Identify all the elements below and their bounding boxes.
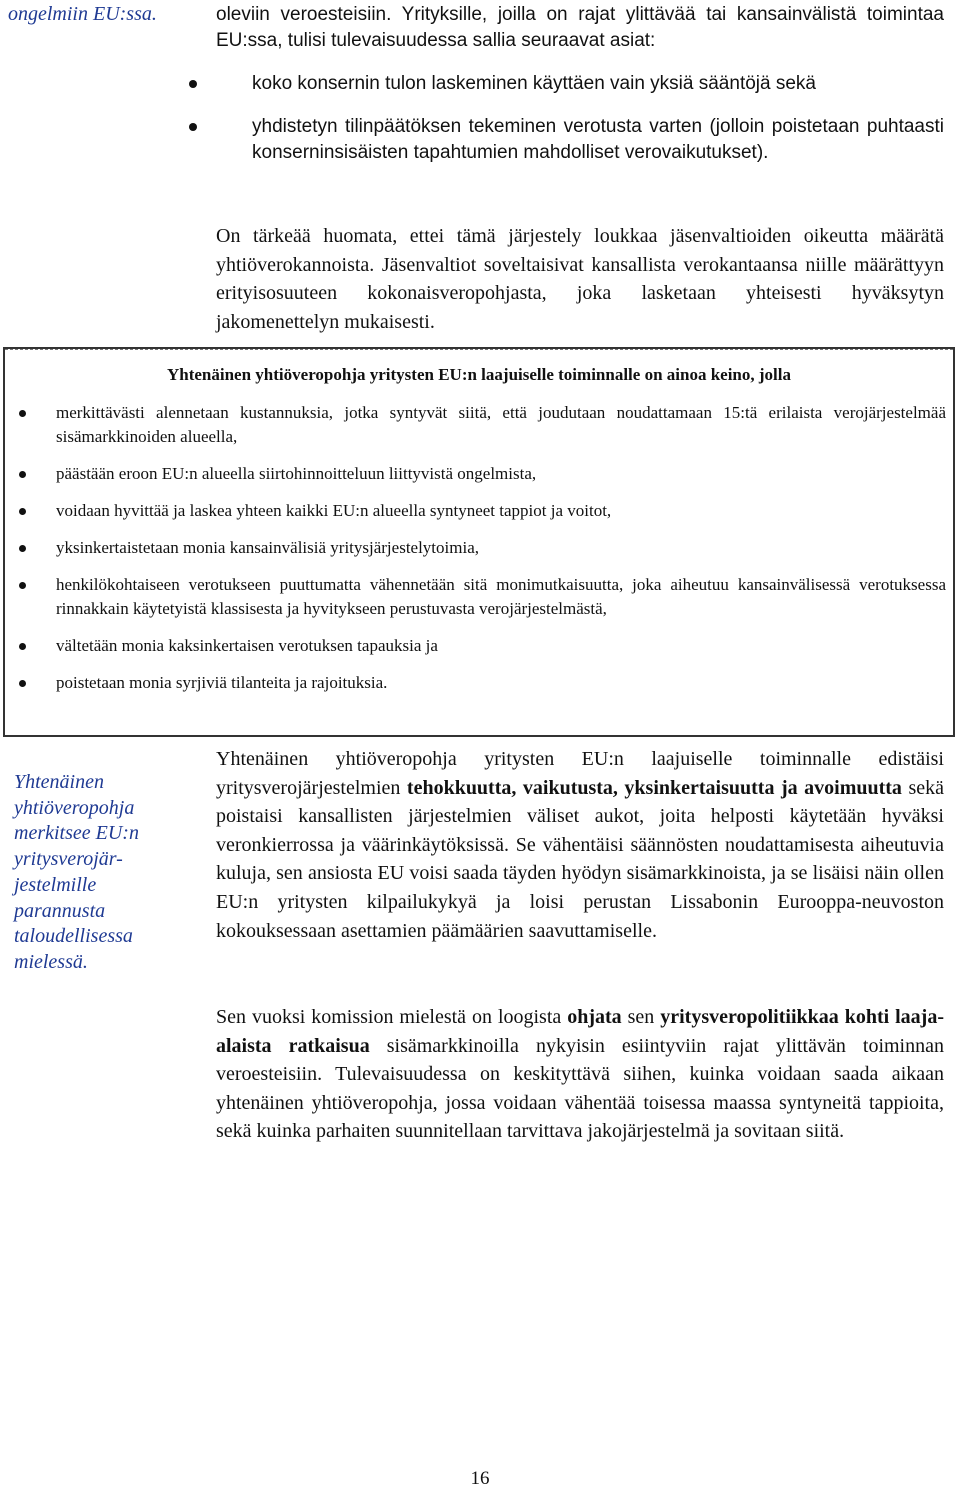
bullet-icon xyxy=(19,582,26,589)
page-number: 16 xyxy=(470,1468,490,1489)
bullet-icon xyxy=(19,643,26,650)
emphasis-text: tehokkuutta, vaikutusta, yksinkertaisuutta ja avoimuutta xyxy=(406,776,902,799)
intro-section xyxy=(216,2,944,166)
intro-bullet: yhdistetyn tilinpäätöksen tekeminen verotusta varten (jolloin poistetaan puhtaasti konserninsisäisten tapahtumien mahdolliset verovaikutukset). xyxy=(216,114,944,166)
box-title: Yhtenäinen yhtiöveropohja yritysten EU:n laajuiselle toiminnalle on ainoa keino, jolla xyxy=(166,365,791,384)
box-list-item: poistetaan monia syrjiviä tilanteita ja rajoituksia. xyxy=(56,671,946,695)
bullet-icon xyxy=(189,123,197,131)
margin-note-side: Yhtenäinen yhtiöveropohja merkitsee EU:n yritysverojär-jestelmille parannusta taloudellisessa mielessä. xyxy=(14,771,139,973)
box-list-item: henkilökohtaiseen verotukseen puuttumatta vähennetään sitä monimutkaisuutta, joka aiheutuu kansainvälisessä verotuksessa rinnakkain käytetyistä klassisesta ja hyvitykseen perustuvasta verojärjestelmästä, xyxy=(56,573,946,621)
benefits-paragraph: Yhtenäinen yhtiöveropohja yritysten EU:n laajuiselle toiminnalle edistäisi yritysverojärjestelmien tehokkuutta, vaikutusta, yksinkertaisuutta ja avoimuutta sekä poistaisi kansallisten järjestelmien väliset aukot, joita helposti käytetään hyväksi veronkierrossa ja väärinkäytöksissä. Se vähentäisi säännösten noudattamisesta aiheutuvia kuluja, sen ansiosta EU voisi saada täyden hyödyn sisämarkkinoista, ja se lisäisi näin ollen EU:n yritysten kilpailukykyä ja loisi perustan Lissabonin Eurooppa-neuvoston kokouksessaan asettamien päämäärien saavuttamiselle. xyxy=(216,748,944,942)
bullet-icon xyxy=(19,545,26,552)
bullet-icon xyxy=(189,80,197,88)
bullet-icon xyxy=(19,410,26,417)
box-list-item: voidaan hyvittää ja laskea yhteen kaikki EU:n alueella syntyneet tappiot ja voitot, xyxy=(56,499,946,523)
summary-box xyxy=(3,347,955,737)
emphasis-text: yritysveropolitiikkaa kohti laaja-alaista ratkaisua xyxy=(216,1006,944,1057)
box-list-item: päästään eroon EU:n alueella siirtohinnoitteluun liittyvistä ongelmista, xyxy=(56,462,946,486)
intro-bullet-list xyxy=(216,71,944,166)
margin-note-top: ongelmiin EU:ssa. xyxy=(8,3,157,25)
box-list-item: yksinkertaistetaan monia kansainvälisiä yritysjärjestelytoimia, xyxy=(56,536,946,560)
box-list-item: vältetään monia kaksinkertaisen verotuksen tapauksia ja xyxy=(56,634,946,658)
conclusion-paragraph: Sen vuoksi komission mielestä on loogista ohjata sen yritysveropolitiikkaa kohti laaja-alaista ratkaisua sisämarkkinoilla nykyisin esiintyviin rajat ylittävän toiminnan veroesteisiin. Tulevaisuudessa on keskityttävä siihen, kuinka voidaan saada aikaan yhtenäinen yhtiöveropohja, jossa voidaan vähentää toisessa maassa syntyneitä tappioita, sekä kuinka parhaiten suunnitellaan tarvittava jakojärjestelmä ja sovitaan siitä. xyxy=(216,1006,944,1143)
box-list-item: merkittävästi alennetaan kustannuksia, jotka syntyvät siitä, että joudutaan noudattamaan 15:tä erilaista verojärjestelmää sisämarkkinoiden alueella, xyxy=(56,401,946,449)
intro-paragraph: oleviin veroesteisiin. Yrityksille, joilla on rajat ylittävää tai kansainvälistä toimintaa EU:ssa, tulisi tulevaisuudessa sallia seuraavat asiat: xyxy=(216,4,944,51)
intro-bullet: koko konsernin tulon laskeminen käyttäen vain yksiä sääntöjä sekä xyxy=(216,71,944,97)
box-list xyxy=(56,401,946,708)
bullet-icon xyxy=(19,508,26,515)
important-paragraph: On tärkeää huomata, ettei tämä järjestely loukkaa jäsenvaltioiden oikeutta määrätä yhtiöverokannoista. Jäsenvaltiot soveltaisivat kansallista verokantaansa niille määrättyyn erityisosuuteen kokonaisveropohjasta, joka lasketaan yhteisesti hyväksytyn jakomenettelyn mukaisesti. xyxy=(216,225,944,333)
box-rule xyxy=(5,349,953,351)
bullet-icon xyxy=(19,471,26,478)
emphasis-text: ohjata xyxy=(567,1006,622,1028)
bullet-icon xyxy=(19,680,26,687)
